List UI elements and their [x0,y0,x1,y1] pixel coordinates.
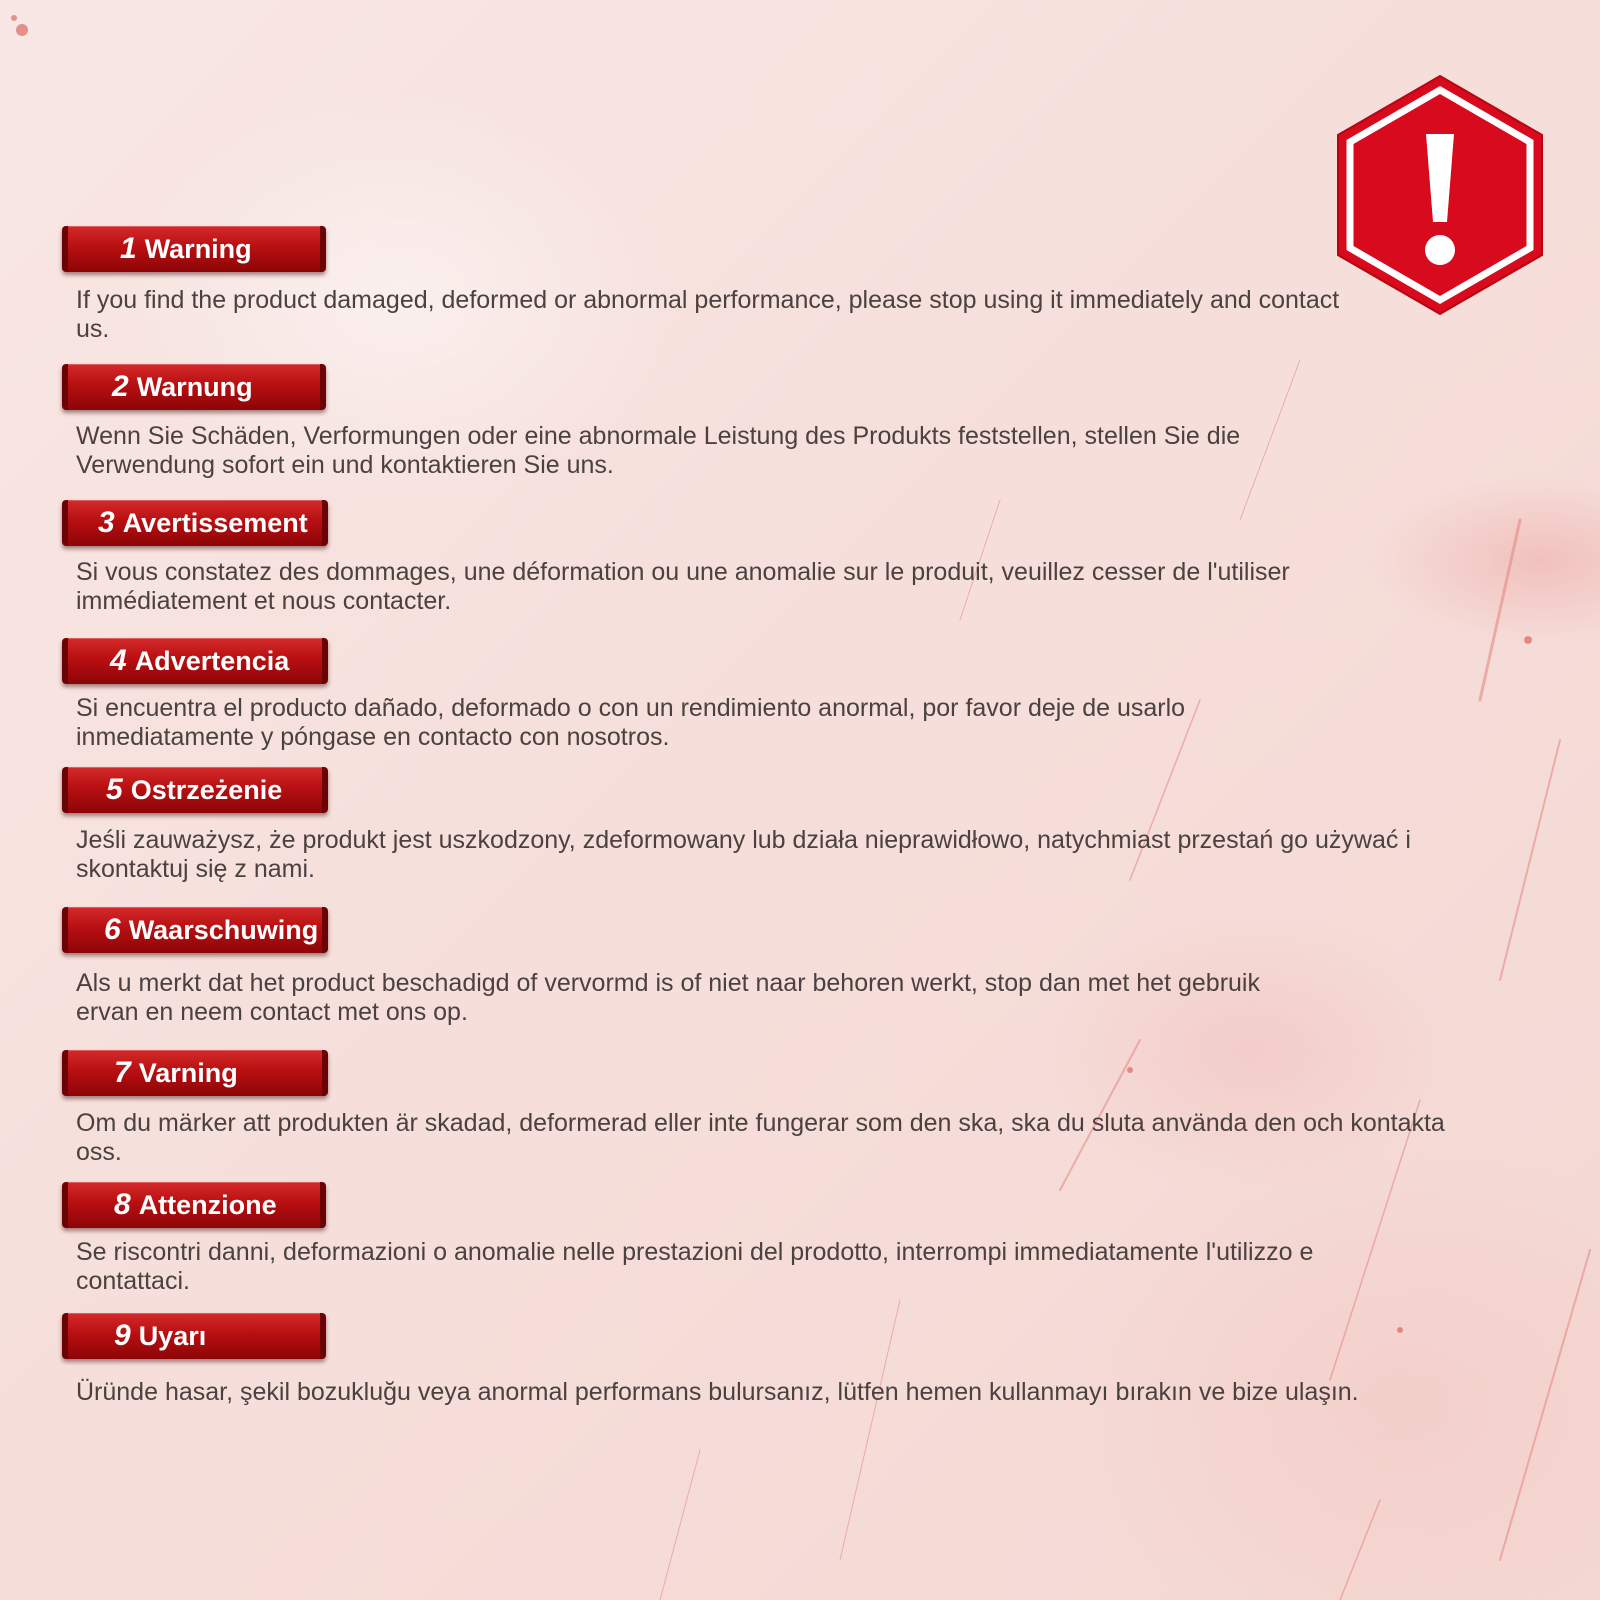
section-8-banner [62,1182,326,1228]
section-4-number: 4 [110,644,127,677]
section-4-banner [62,638,328,684]
section-9-number: 9 [114,1319,131,1352]
section-8-text: Se riscontri danni, deformazioni o anomalie nelle prestazioni del prodotto, interrompi immediatamente l'utilizzo e contattaci. [76,1238,1314,1295]
section-5-title: Ostrzeżenie [130,774,283,805]
warning-hexagon-icon [1330,70,1550,320]
section-5-text: Jeśli zauważysz, że produkt jest uszkodzony, zdeformowany lub działa nieprawidłowo, natychmiast przestań go używać i skontaktuj się z nami. [76,826,1411,883]
section-7-number: 7 [114,1056,131,1089]
section-7-text: Om du märker att produkten är skadad, deformerad eller inte fungerar som den ska, ska du sluta använda den och kontakta oss. [76,1109,1445,1166]
section-9-text: Üründe hasar, şekil bozukluğu veya anormal performans bulursanız, lütfen hemen kullanmayı bırakın ve bize ulaşın. [76,1378,1359,1406]
section-3-text: Si vous constatez des dommages, une déformation ou une anomalie sur le produit, veuillez cesser de l'utiliser immédiatement et nous contacter. [76,558,1290,615]
section-3-number: 3 [98,506,115,539]
section-9-title: Uyarı [138,1320,207,1351]
section-2-title: Warnung [136,371,253,402]
section-7-title: Varning [138,1057,238,1088]
section-3-banner [62,500,328,546]
section-5-banner [62,767,328,813]
section-6-number: 6 [104,913,121,946]
section-1-number: 1 [120,232,137,265]
section-5-number: 5 [106,773,123,806]
section-6-banner [62,907,328,953]
section-4-title: Advertencia [134,645,290,676]
section-7-banner [62,1050,328,1096]
section-2-text: Wenn Sie Schäden, Verformungen oder eine abnormale Leistung des Produkts feststellen, stellen Sie die Verwendung sofort ein und kontaktieren Sie uns. [76,422,1241,479]
section-2-banner [62,364,326,410]
section-9-banner [62,1313,326,1359]
section-3-title: Avertissement [122,507,308,538]
section-1-banner [62,226,326,272]
section-4-text: Si encuentra el producto dañado, deformado o con un rendimiento anormal, por favor deje de usarlo inmediatamente y póngase en contacto con nosotros. [76,694,1186,751]
section-6-text: Als u merkt dat het product beschadigd of vervormd is of niet naar behoren werkt, stop dan met het gebruik ervan en neem contact met ons op. [76,969,1260,1026]
section-6-title: Waarschuwing [128,914,319,945]
section-1-title: Warning [144,233,252,264]
section-1-text: If you find the product damaged, deformed or abnormal performance, please stop using it immediately and contact us. [76,286,1340,343]
section-8-number: 8 [114,1188,131,1221]
section-8-title: Attenzione [138,1189,277,1220]
section-2-number: 2 [112,370,129,403]
